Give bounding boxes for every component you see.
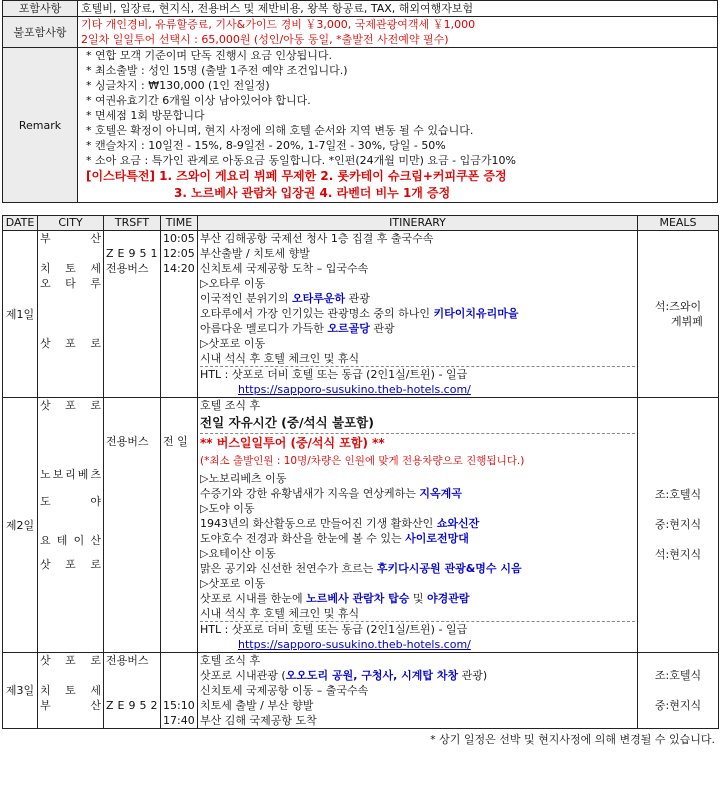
day3-row [3,653,719,729]
itin-line: ▷노보리베츠 이동 [200,472,287,485]
time: 12:05 [163,247,195,260]
day1-bus: 전용버스 [106,262,149,275]
meal: 중:현지식 [654,518,702,531]
itin-line: (*최소 출발인원 : 10명/차량은 인원에 맞게 전용차량으로 진행됩니다.) [200,455,525,467]
highlight-norbesa: 노르베사 관람차 탑승 [306,592,410,605]
remark-line: * 최소출발 : 성인 15명 (출발 1주전 예약 조건입니다.) [86,64,348,77]
day3-trsft [104,653,161,729]
header-trsft: TRSFT [104,216,161,231]
itin-line: 아름다운 멜로디가 가득한 오르골당 관광 [200,322,395,335]
highlight-otaru-canal: 오타루운하 [292,292,346,305]
remark-line: * 연합 모객 기준이며 단독 진행시 요금 인상됩니다. [86,49,332,62]
remark-label: Remark [3,48,78,203]
itin-line: 부산 김해 국제공항 도착 [200,714,317,727]
itin-line: 호텔 조식 후 [200,399,261,412]
highlight-showashinzan: 쇼와신잔 [436,517,480,530]
itin-line: 시내 석식 후 호텔 체크인 및 휴식 [200,352,360,365]
day2-date: 제2일 [3,398,38,653]
highlight-odori: 오오도리 공원, 구청사, 시계탑 차창 [285,669,459,682]
remark-row [3,48,718,203]
remark-line: * 면세점 1회 방문합니다 [86,109,205,122]
header-date: DATE [3,216,38,231]
highlight-sairo: 사이로전망대 [405,532,469,545]
time: 14:20 [163,262,195,275]
itin-line: ▷삿포로 이동 [200,577,266,590]
highlight-night-view: 야경관람 [427,592,470,605]
city-sapporo: 삿 포 로 [40,558,101,571]
city-busan: 부 산 [40,232,101,245]
day3-times [161,653,198,729]
day3-meals [638,653,719,729]
day1-meals [638,231,719,398]
itin-line: 부산출발 / 치토세 향발 [200,247,310,260]
day2-trsft [104,398,161,653]
city-toya: 도 야 [40,495,101,508]
city-busan: 부 산 [40,699,101,712]
day2-times [161,398,198,653]
day3-itinerary [198,653,638,729]
day3-bus: 전용버스 [106,654,149,667]
time: 전 일 [163,435,188,448]
day2-row [3,398,719,653]
city-chitose: 치 토 세 [40,684,101,697]
exclude-row [3,17,718,48]
day2-bus: 전용버스 [106,435,149,448]
meal: 석:즈와이 [654,300,702,313]
hotel-line: HTL : 삿포로 더비 호텔 또는 동급 (2인1실/트윈) - 일급 [200,366,635,382]
itinerary-table [2,215,719,729]
meal: 석:현지식 [654,548,702,561]
highlight-fukidashi: 후키다시공원 관광&명수 시음 [376,562,522,575]
day1-cities [38,231,104,398]
city-yoteizan: 요 테 이 산 [40,534,101,547]
itin-line: 이국적인 분위기의 오타루운하 관광 [200,292,370,305]
exclude-line-1: 기타 개인경비, 유류할증료, 기사&가이드 경비 ￥3,000, 국제관광여객세 ￥1,000 [81,18,476,31]
header-itinerary: ITINERARY [198,216,638,231]
day1-trsft [104,231,161,398]
meal: 게뷔페 [671,315,703,328]
day3-date: 제3일 [3,653,38,729]
special-benefit-line-1: [이스타특전] 1. 즈와이 게요리 뷔페 무제한 2. 롯카테이 슈크림+커피쿠폰 증정 [86,169,507,183]
include-row [3,1,718,17]
city-sapporo: 삿 포 로 [40,399,101,412]
itin-line: 맑은 공기와 신선한 천연수가 흐르는 후키다시공원 관광&명수 시음 [200,562,522,575]
hotel-link[interactable]: https://sapporo-susukino.theb-hotels.com/ [238,383,471,396]
itin-line: 수증기와 강한 유황냄새가 지옥을 연상케하는 지옥계곡 [200,487,462,500]
include-text: 호텔비, 입장료, 현지식, 전용버스 및 제반비용, 왕복 항공료, TAX, 해외여행자보험 [78,1,718,17]
itin-line: 부산 김해공항 국제선 청사 1층 집결 후 출국수속 [200,232,434,245]
remark-line: * 소아 요금 : 특가인 관계로 아동요금 동일합니다. *인펀(24개월 미만) 요금 - 입금가10% [86,154,516,167]
header-time: TIME [161,216,198,231]
city-noboribetsu: 노 보 리 베 츠 [40,468,101,481]
time: 10:05 [163,232,195,245]
remark-line: * 호텔은 확정이 아니며, 현지 사정에 의해 호텔 순서와 지역 변동 될 수 있습니다. [86,124,474,137]
day1-date: 제1일 [3,231,38,398]
city-chitose: 치 토 세 [40,262,101,275]
meal: 조:호텔식 [654,668,702,682]
day1-itinerary [198,231,638,398]
time: 17:40 [163,714,195,727]
remark-line: * 캔슬차지 : 10일전 - 15%, 8-9일전 - 20%, 1-7일전 - 30%, 당일 - 50% [86,139,446,152]
highlight-orgel: 오르골당 [327,322,370,335]
itin-line: 치토세 출발 / 부산 향발 [200,699,314,712]
itin-line: ▷요테이산 이동 [200,547,276,560]
itin-line: 삿포로 시내관광 (오오도리 공원, 구청사, 시계탑 차창 관광) [200,669,488,682]
day1-times [161,231,198,398]
include-label: 포함사항 [3,1,78,17]
itin-line: 전일 자유시간 (중/석식 불포함) [200,415,374,430]
itin-line: 오타루에서 가장 인기있는 관광명소 중의 하나인 키타이치유리마을 [200,307,519,320]
exclude-line-2: 2일차 일일투어 선택시 : 65,000원 (성인/아동 동일, *출발전 사전예약 필수) [81,33,449,46]
day3-cities [38,653,104,729]
highlight-jigokudani: 지옥계곡 [419,487,462,500]
city-otaru: 오 타 루 [40,277,101,290]
highlight-kitaichi: 키타이치유리마을 [433,307,519,320]
itin-line: 도야호수 전경과 화산을 한눈에 볼 수 있는 사이로전망대 [200,532,469,545]
day1-row [3,231,719,398]
info-table [2,0,718,203]
itinerary-header [3,216,719,231]
itin-line: ▷삿포로 이동 [200,337,266,350]
day2-cities [38,398,104,653]
city-sapporo: 삿 포 로 [40,337,101,350]
flight-ze952: ZE952 [106,699,162,712]
meal: 중:현지식 [654,698,702,712]
day2-itinerary [198,398,638,653]
flight-ze951: ZE951 [106,247,162,260]
itin-line: ▷오타루 이동 [200,277,266,290]
hotel-link[interactable]: https://sapporo-susukino.theb-hotels.com/ [238,638,471,651]
header-meals: MEALS [638,216,719,231]
footer-note: * 상기 일정은 선박 및 현지사정에 의해 변경될 수 있습니다. [430,733,715,746]
time: 15:10 [163,699,195,712]
city-sapporo: 삿 포 로 [40,654,101,667]
itin-line: 신치토세 국제공항 도착 – 입국수속 [200,262,369,275]
itin-line: 호텔 조식 후 [200,654,261,667]
itin-line: 신치토세 국제공항 이동 – 출국수속 [200,684,369,697]
remark-line: * 싱글차지 : ₩130,000 (1인 전일정) [86,79,270,92]
itin-line: 삿포로 시내를 한눈에 노르베사 관람차 탑승 및 야경관람 [200,592,470,605]
hotel-line: HTL : 삿포로 더비 호텔 또는 동급 (2인1실/트윈) - 일급 [200,621,635,637]
itin-line: ▷도야 이동 [200,502,255,515]
page [2,0,718,747]
remark-line: * 여권유효기간 6개월 이상 남아있어야 합니다. [86,94,311,107]
header-city: CITY [38,216,104,231]
special-benefit-line-2: 3. 노르베사 관람차 입장권 4. 라벤더 비누 1개 증정 [174,186,451,200]
itin-line: ** 버스일일투어 (중/석식 포함) ** [200,433,635,452]
exclude-label: 불포함사항 [3,17,78,48]
meal: 조:호텔식 [654,488,702,501]
day2-meals [638,398,719,653]
itin-line: 1943년의 화산활동으로 만들어진 기생 활화산인 쇼와신잔 [200,517,480,530]
itin-line: 시내 석식 후 호텔 체크인 및 휴식 [200,607,360,620]
